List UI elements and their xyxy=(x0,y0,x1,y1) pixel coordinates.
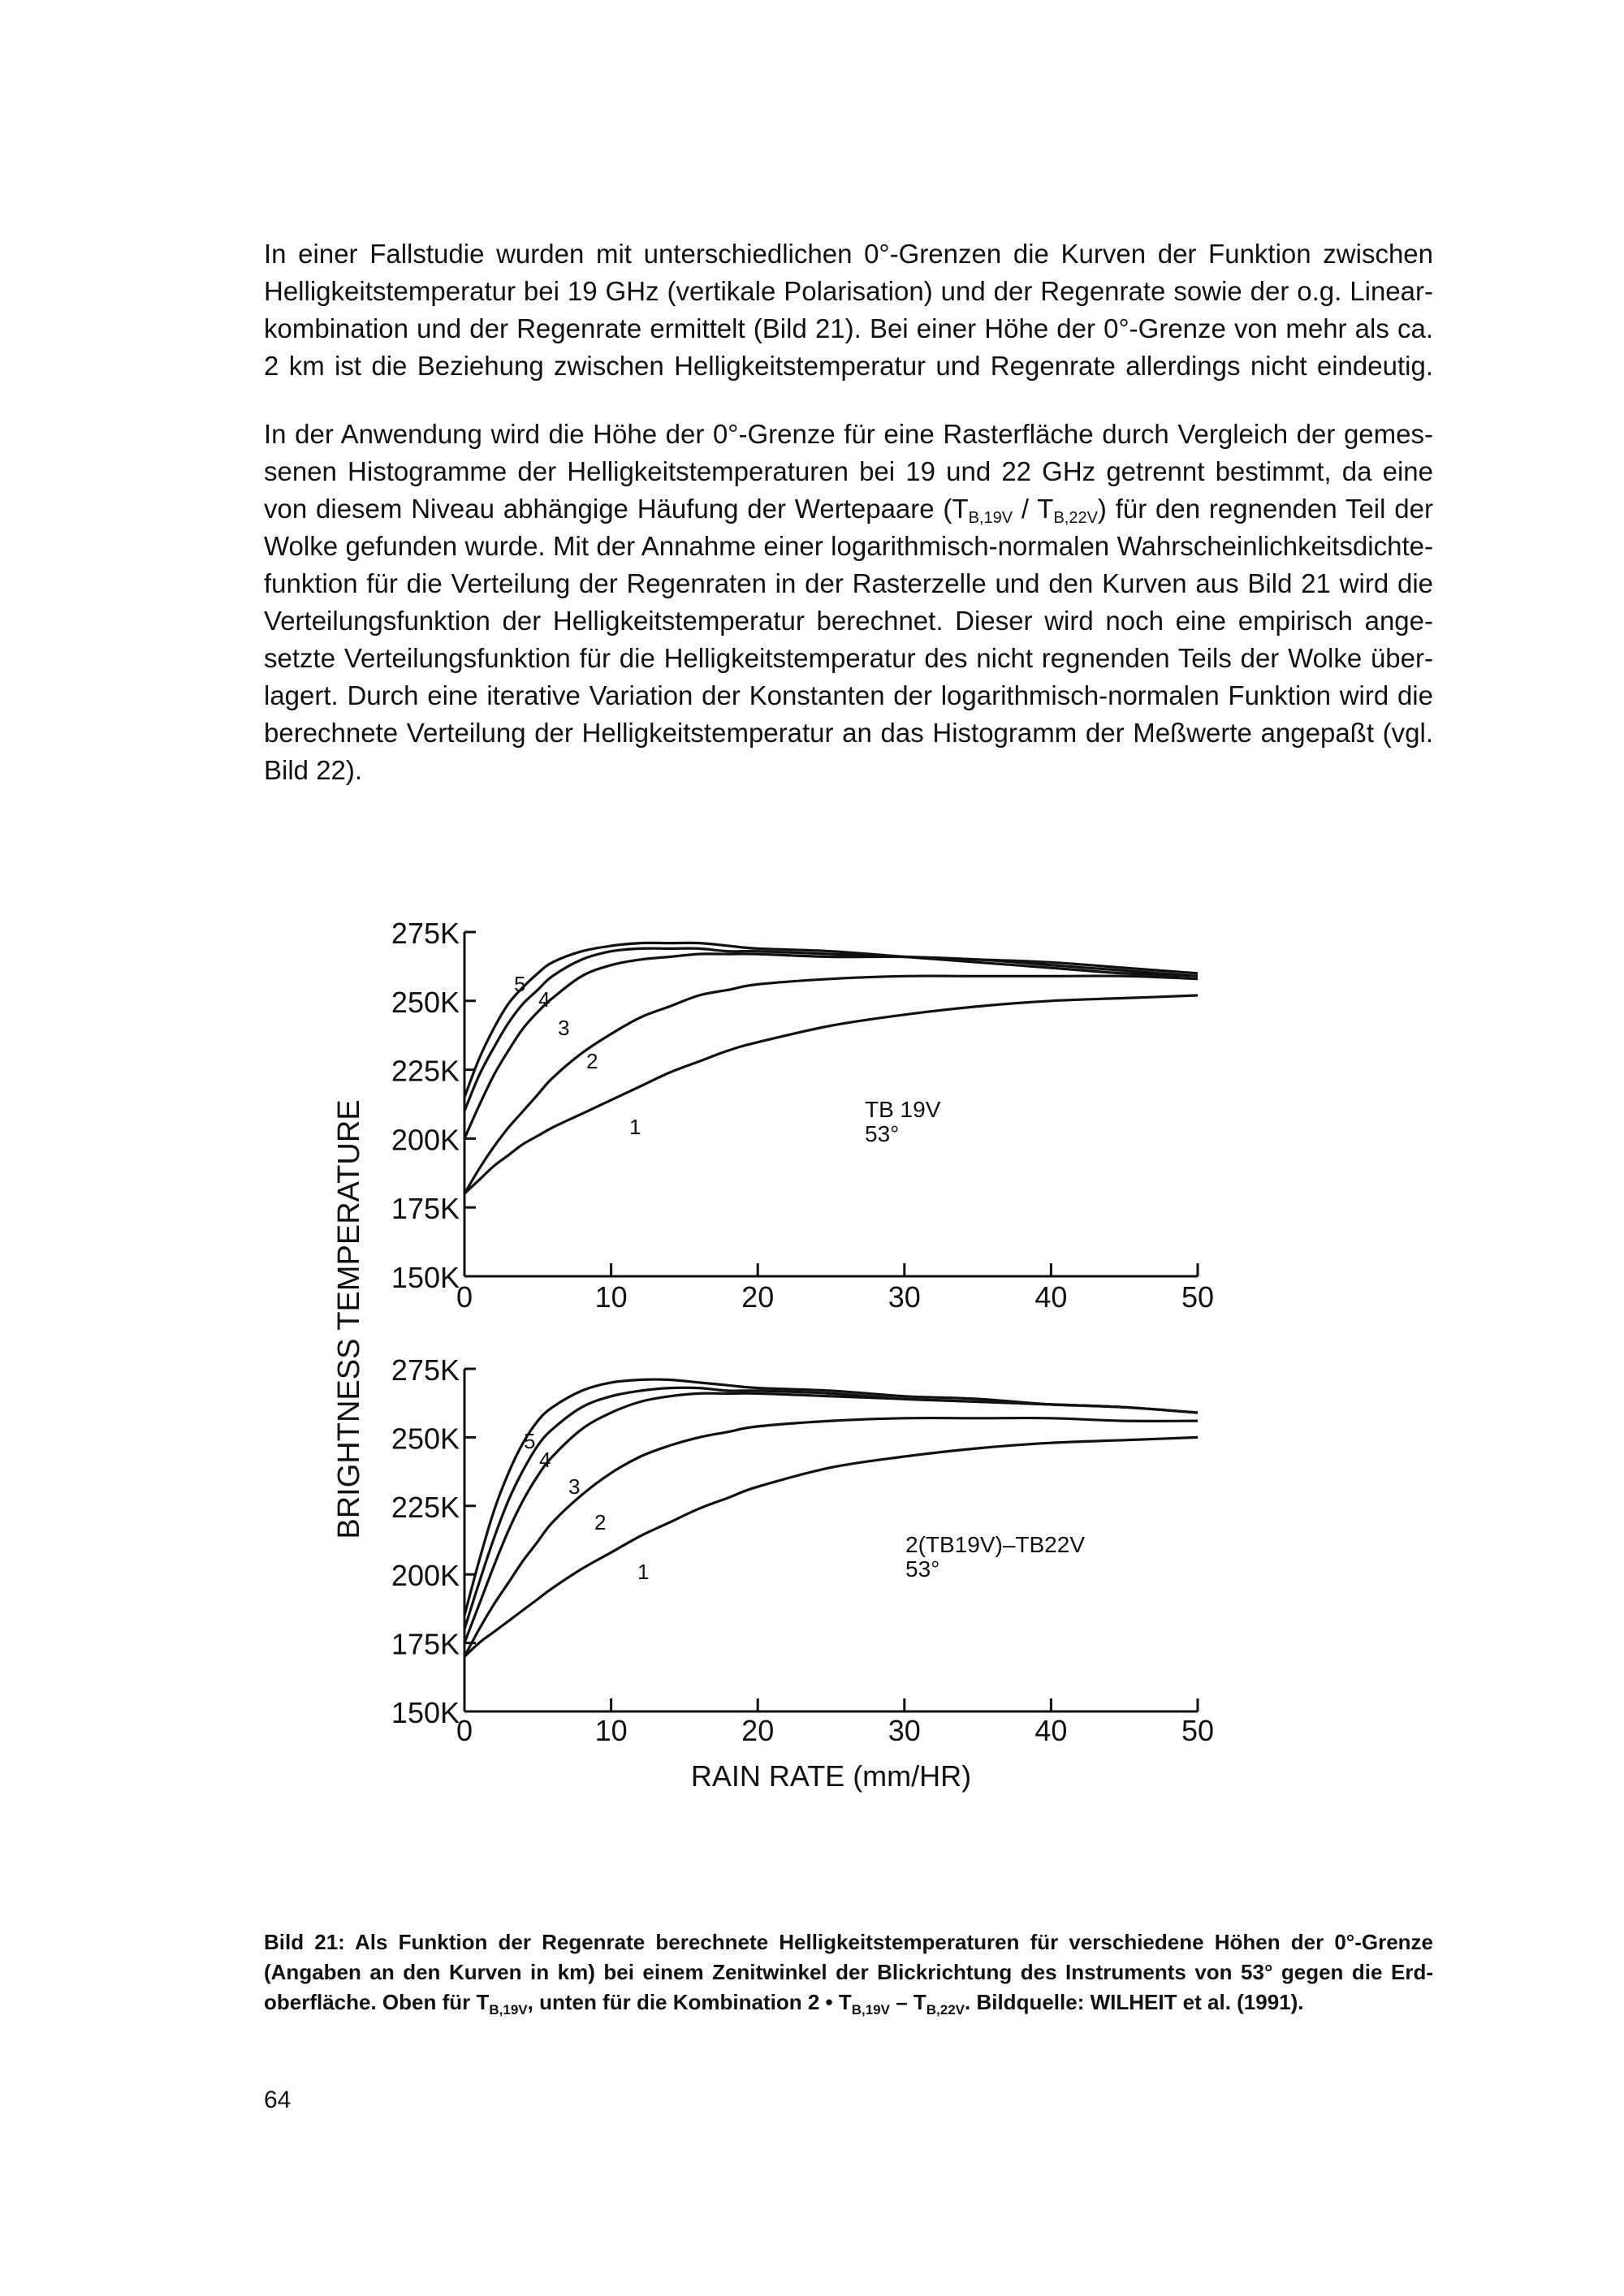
page-number: 64 xyxy=(264,2087,292,2113)
text-fragment: . Bildquelle: WILHEIT et al. (1991). xyxy=(965,1990,1304,2014)
text-line-with-subscripts xyxy=(264,490,1433,528)
series-label-3: 3 xyxy=(558,1016,570,1040)
figure-caption xyxy=(264,1927,1433,2018)
series-label-2: 2 xyxy=(586,1049,598,1073)
series-label-1: 1 xyxy=(637,1560,650,1584)
series-line-4 xyxy=(464,948,1198,1111)
chart-annotation-angle: 53° xyxy=(865,1121,900,1146)
chart-annotation-angle: 53° xyxy=(905,1556,940,1582)
y-tick-label: 275K xyxy=(391,917,460,950)
text-line: Helligkeitstemperatur bei 19 GHz (vertikale Polarisation) und der Regenrate sowie der o.g. Linear- xyxy=(264,276,1433,306)
x-tick-label: 0 xyxy=(456,1714,473,1747)
series-line-5 xyxy=(464,943,1198,1097)
text-fragment: – T xyxy=(889,1990,926,2014)
x-tick-label: 40 xyxy=(1034,1280,1068,1314)
x-tick-label: 20 xyxy=(741,1714,775,1747)
text-fragment: / T xyxy=(1013,494,1054,524)
series-label-5: 5 xyxy=(514,972,526,996)
x-tick-label: 40 xyxy=(1034,1714,1068,1747)
series-line-1 xyxy=(464,995,1198,1193)
subscript: B,22V xyxy=(926,2002,965,2018)
y-tick-label: 200K xyxy=(391,1123,460,1157)
chart-annotation: TB 19V xyxy=(865,1097,941,1122)
series-label-5: 5 xyxy=(524,1429,536,1453)
x-tick-label: 50 xyxy=(1181,1280,1215,1314)
series-line-3 xyxy=(464,954,1198,1139)
y-tick-label: 175K xyxy=(391,1627,460,1661)
y-tick-label: 150K xyxy=(391,1696,460,1729)
text-line: lagert. Durch eine iterative Variation der Konstanten der logarithmisch-normalen Funktion wird die xyxy=(264,680,1433,710)
caption-line: (Angaben an den Kurven in km) bei einem Zenitwinkel der Blickrichtung des Instruments von 53° gegen die Erd- xyxy=(264,1960,1433,1984)
x-tick-label: 0 xyxy=(456,1280,473,1314)
series-label-3: 3 xyxy=(568,1474,581,1499)
x-tick-label: 30 xyxy=(888,1714,921,1747)
caption-line-with-subscripts xyxy=(264,1987,1433,2018)
subscript: B,19V xyxy=(968,509,1013,527)
series-label-4: 4 xyxy=(538,987,551,1012)
subscript: B,22V xyxy=(1053,509,1098,527)
y-axis-title: BRIGHTNESS TEMPERATURE xyxy=(332,1099,366,1539)
series-label-1: 1 xyxy=(629,1115,641,1139)
x-tick-label: 10 xyxy=(594,1280,628,1314)
y-tick-label: 175K xyxy=(391,1192,460,1226)
text-line: In einer Fallstudie wurden mit unterschiedlichen 0°-Grenzen die Kurven der Funktion zwischen xyxy=(264,239,1433,269)
series-line-2 xyxy=(464,976,1198,1193)
text-line: Wolke gefunden wurde. Mit der Annahme einer logarithmisch-normalen Wahrscheinlichkeitsdichte- xyxy=(264,531,1433,561)
x-tick-label: 20 xyxy=(741,1280,775,1314)
series-label-4: 4 xyxy=(539,1448,551,1472)
text-line: setzte Verteilungsfunktion für die Helligkeitstemperatur des nicht regnenden Teils der Wolke über- xyxy=(264,643,1433,673)
x-tick-label: 50 xyxy=(1181,1714,1215,1747)
text-line: Bild 22). xyxy=(264,755,363,785)
series-line-4 xyxy=(464,1388,1198,1629)
series-label-2: 2 xyxy=(594,1510,607,1534)
text-line: 2 km ist die Beziehung zwischen Helligkeitstemperatur und Regenrate allerdings nicht eindeutig. xyxy=(264,351,1433,381)
subscript: B,19V xyxy=(851,2002,890,2018)
x-tick-label: 30 xyxy=(888,1280,921,1314)
y-tick-label: 200K xyxy=(391,1559,460,1593)
y-tick-label: 225K xyxy=(391,1490,460,1524)
chart-annotation: 2(TB19V)–TB22V xyxy=(905,1532,1085,1557)
caption-line: Bild 21: Als Funktion der Regenrate berechnete Helligkeitstemperaturen für verschiedene Höhen der 0°-Grenze xyxy=(264,1930,1433,1954)
series-line-2 xyxy=(464,1418,1198,1657)
paragraph-intro xyxy=(264,235,1433,385)
y-tick-label: 150K xyxy=(391,1261,460,1294)
y-tick-label: 250K xyxy=(391,985,460,1019)
subscript: B,19V xyxy=(489,2002,528,2018)
text-line: senen Histogramme der Helligkeitstemperaturen bei 19 und 22 GHz getrennt bestimmt, da eine xyxy=(264,456,1433,486)
y-tick-label: 275K xyxy=(391,1353,460,1387)
text-line: Verteilungsfunktion der Helligkeitstemperatur berechnet. Dieser wird noch eine empirisch ange- xyxy=(264,606,1433,636)
series-line-3 xyxy=(464,1393,1198,1642)
y-tick-label: 225K xyxy=(391,1054,460,1088)
text-line: berechnete Verteilung der Helligkeitstemperatur an das Histogramm der Meßwerte angepaßt (vgl. xyxy=(264,718,1433,748)
text-line: funktion für die Verteilung der Regenraten in der Rasterzelle und den Kurven aus Bild 21 wird die xyxy=(264,568,1433,598)
text-line: kombination und der Regenrate ermittelt (Bild 21). Bei einer Höhe der 0°-Grenze von mehr als ca. xyxy=(264,313,1433,343)
x-tick-label: 10 xyxy=(594,1714,628,1747)
text-fragment: von diesem Niveau abhängige Häufung der Wertepaare (T xyxy=(264,494,969,524)
series-line-5 xyxy=(464,1379,1198,1616)
text-line: In der Anwendung wird die Höhe der 0°-Grenze für eine Rasterfläche durch Vergleich der gemes- xyxy=(264,419,1433,449)
text-fragment: , unten für die Kombination 2 • T xyxy=(527,1990,852,2014)
paragraph-application xyxy=(264,416,1433,789)
text-fragment: oberfläche. Oben für T xyxy=(264,1990,490,2014)
y-tick-label: 250K xyxy=(391,1422,460,1456)
text-fragment: ) für den regnenden Teil der xyxy=(1097,494,1433,524)
x-axis-title: RAIN RATE (mm/HR) xyxy=(690,1759,972,1793)
series-line-1 xyxy=(464,1437,1198,1656)
